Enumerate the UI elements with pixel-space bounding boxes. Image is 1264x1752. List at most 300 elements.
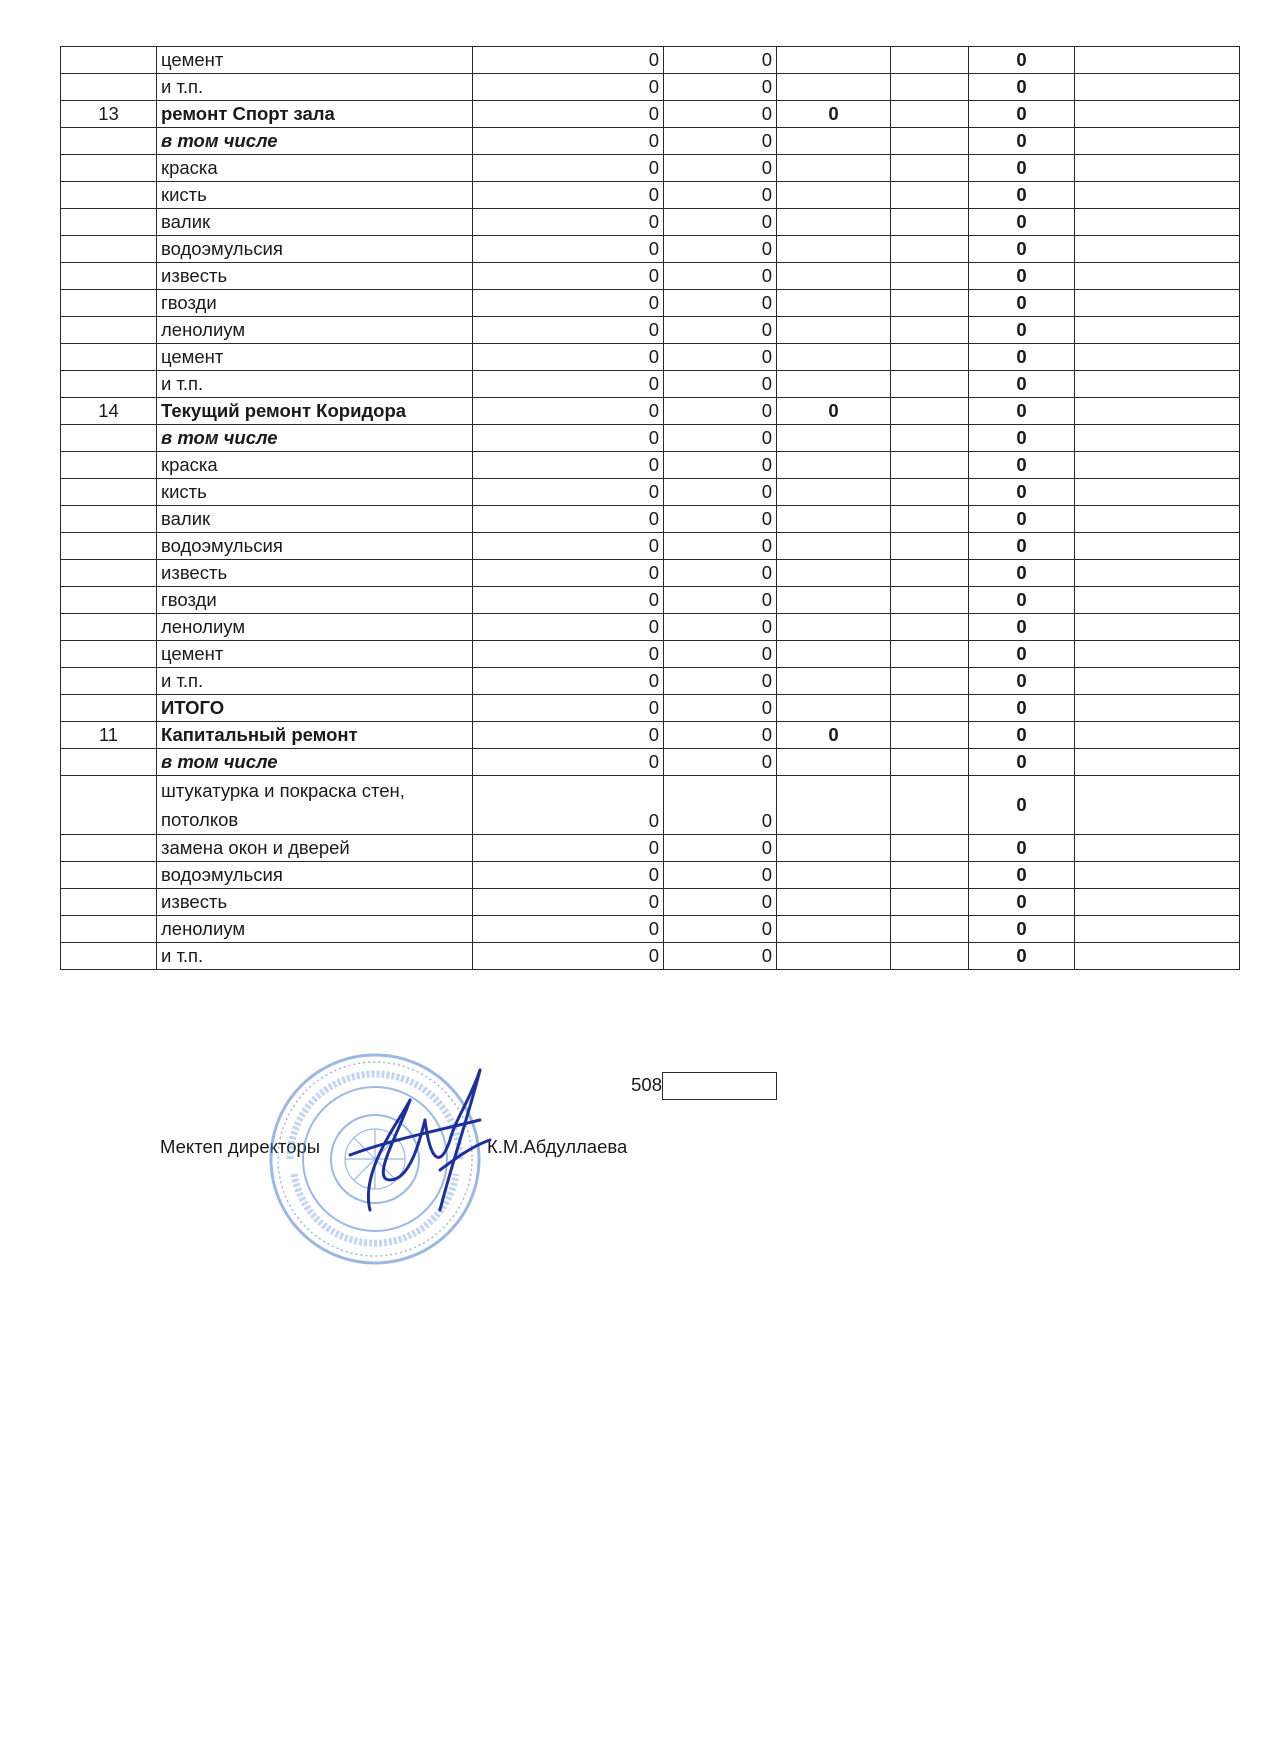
item-name: ленолиум: [157, 614, 473, 641]
value-col-1: 0: [473, 614, 664, 641]
table-row: [61, 425, 1240, 452]
table-row: [61, 182, 1240, 209]
value-col-5: 0: [969, 614, 1075, 641]
value-col-6: [1075, 722, 1240, 749]
value-col-6: [1075, 128, 1240, 155]
value-col-4: [891, 236, 969, 263]
value-col-1: 0: [473, 209, 664, 236]
value-col-6: [1075, 317, 1240, 344]
value-col-1: 0: [473, 506, 664, 533]
table-row: [61, 916, 1240, 943]
value-col-3: [777, 695, 891, 722]
value-col-1: 0: [473, 182, 664, 209]
value-col-6: [1075, 695, 1240, 722]
row-number: [61, 533, 157, 560]
value-col-6: [1075, 862, 1240, 889]
value-col-2: 0: [664, 587, 777, 614]
value-col-2: 0: [664, 452, 777, 479]
value-col-5: 0: [969, 479, 1075, 506]
table-row: [61, 344, 1240, 371]
item-name: замена окон и дверей: [157, 835, 473, 862]
row-number: [61, 182, 157, 209]
value-col-3: [777, 290, 891, 317]
handwritten-signature-icon: [330, 1060, 500, 1220]
value-col-2: 0: [664, 722, 777, 749]
value-col-6: [1075, 506, 1240, 533]
table-row: [61, 614, 1240, 641]
value-col-5: 0: [969, 398, 1075, 425]
value-col-1: 0: [473, 776, 664, 835]
value-col-2: 0: [664, 862, 777, 889]
value-col-5: 0: [969, 290, 1075, 317]
value-col-3: [777, 587, 891, 614]
value-col-5: 0: [969, 182, 1075, 209]
value-col-6: [1075, 290, 1240, 317]
value-col-4: [891, 835, 969, 862]
value-col-2: 0: [664, 835, 777, 862]
signatory-name: К.М.Абдуллаева: [487, 1136, 628, 1157]
value-col-1: 0: [473, 425, 664, 452]
value-col-2: 0: [664, 560, 777, 587]
value-col-5: 0: [969, 317, 1075, 344]
table-row: [61, 749, 1240, 776]
value-col-1: 0: [473, 695, 664, 722]
value-col-3: [777, 533, 891, 560]
value-col-4: [891, 641, 969, 668]
value-col-3: [777, 317, 891, 344]
value-col-4: [891, 101, 969, 128]
row-number: [61, 236, 157, 263]
item-name: ремонт Спорт зала: [157, 101, 473, 128]
row-number: [61, 916, 157, 943]
value-col-1: 0: [473, 290, 664, 317]
value-col-2: 0: [664, 182, 777, 209]
value-col-5: 0: [969, 263, 1075, 290]
item-name: кисть: [157, 479, 473, 506]
value-col-1: 0: [473, 943, 664, 970]
value-col-5: 0: [969, 776, 1075, 835]
table-row: [61, 668, 1240, 695]
value-col-5: 0: [969, 506, 1075, 533]
value-col-3: [777, 614, 891, 641]
value-col-3: [777, 182, 891, 209]
value-col-1: 0: [473, 155, 664, 182]
value-col-3: [777, 47, 891, 74]
value-col-3: [777, 889, 891, 916]
value-col-5: 0: [969, 862, 1075, 889]
value-col-6: [1075, 371, 1240, 398]
row-number: [61, 943, 157, 970]
value-col-1: 0: [473, 668, 664, 695]
value-col-6: [1075, 209, 1240, 236]
value-col-6: [1075, 835, 1240, 862]
item-name: известь: [157, 263, 473, 290]
item-name: известь: [157, 889, 473, 916]
row-number: 14: [61, 398, 157, 425]
value-col-1: 0: [473, 533, 664, 560]
value-col-6: [1075, 344, 1240, 371]
value-col-6: [1075, 398, 1240, 425]
value-col-6: [1075, 452, 1240, 479]
value-col-6: [1075, 776, 1240, 835]
value-col-1: 0: [473, 344, 664, 371]
value-col-3: [777, 776, 891, 835]
row-number: [61, 749, 157, 776]
table-row: [61, 209, 1240, 236]
item-name: Капитальный ремонт: [157, 722, 473, 749]
item-name: ИТОГО: [157, 695, 473, 722]
value-col-5: 0: [969, 722, 1075, 749]
row-number: [61, 317, 157, 344]
row-number: [61, 479, 157, 506]
value-col-6: [1075, 74, 1240, 101]
value-col-1: 0: [473, 862, 664, 889]
value-col-4: [891, 47, 969, 74]
table-row: [61, 101, 1240, 128]
value-col-6: [1075, 101, 1240, 128]
value-col-6: [1075, 182, 1240, 209]
item-name: гвозди: [157, 290, 473, 317]
value-col-6: [1075, 587, 1240, 614]
value-col-3: [777, 128, 891, 155]
table-row: [61, 155, 1240, 182]
row-number: [61, 371, 157, 398]
grand-total: 508: [631, 1074, 662, 1095]
value-col-5: 0: [969, 749, 1075, 776]
row-number: [61, 344, 157, 371]
value-col-2: 0: [664, 101, 777, 128]
item-name: в том числе: [157, 425, 473, 452]
item-name: гвозди: [157, 587, 473, 614]
value-col-2: 0: [664, 128, 777, 155]
value-col-4: [891, 862, 969, 889]
value-col-1: 0: [473, 722, 664, 749]
value-col-2: 0: [664, 614, 777, 641]
table-row: [61, 74, 1240, 101]
value-col-6: [1075, 263, 1240, 290]
value-col-2: 0: [664, 371, 777, 398]
value-col-2: 0: [664, 263, 777, 290]
value-col-1: 0: [473, 101, 664, 128]
value-col-4: [891, 695, 969, 722]
item-name: ленолиум: [157, 317, 473, 344]
value-col-5: 0: [969, 344, 1075, 371]
value-col-3: [777, 425, 891, 452]
table-row: [61, 263, 1240, 290]
value-col-6: [1075, 236, 1240, 263]
row-number: [61, 560, 157, 587]
row-number: 13: [61, 101, 157, 128]
value-col-6: [1075, 479, 1240, 506]
value-col-5: 0: [969, 74, 1075, 101]
row-number: [61, 506, 157, 533]
value-col-4: [891, 560, 969, 587]
value-col-2: 0: [664, 398, 777, 425]
value-col-2: 0: [664, 479, 777, 506]
value-col-6: [1075, 889, 1240, 916]
value-col-2: 0: [664, 889, 777, 916]
value-col-1: 0: [473, 317, 664, 344]
value-col-6: [1075, 668, 1240, 695]
row-number: [61, 155, 157, 182]
value-col-5: 0: [969, 101, 1075, 128]
value-col-2: 0: [664, 317, 777, 344]
row-number: [61, 263, 157, 290]
value-col-4: [891, 614, 969, 641]
value-col-6: [1075, 560, 1240, 587]
row-number: 11: [61, 722, 157, 749]
value-col-4: [891, 344, 969, 371]
value-col-5: 0: [969, 587, 1075, 614]
value-col-4: [891, 182, 969, 209]
item-name: цемент: [157, 47, 473, 74]
table-row: [61, 722, 1240, 749]
value-col-4: [891, 533, 969, 560]
value-col-4: [891, 668, 969, 695]
value-col-4: [891, 452, 969, 479]
signature-label: Мектеп директоры: [160, 1136, 321, 1157]
row-number: [61, 47, 157, 74]
value-col-6: [1075, 533, 1240, 560]
value-col-5: 0: [969, 916, 1075, 943]
value-col-2: 0: [664, 506, 777, 533]
table-row: [61, 398, 1240, 425]
value-col-2: 0: [664, 533, 777, 560]
value-col-5: 0: [969, 835, 1075, 862]
value-col-6: [1075, 916, 1240, 943]
value-col-1: 0: [473, 560, 664, 587]
value-col-3: 0: [777, 722, 891, 749]
value-col-4: [891, 317, 969, 344]
value-col-3: 0: [777, 398, 891, 425]
row-number: [61, 614, 157, 641]
table-row: [61, 641, 1240, 668]
item-name: известь: [157, 560, 473, 587]
value-col-4: [891, 479, 969, 506]
value-col-3: [777, 641, 891, 668]
value-col-5: 0: [969, 943, 1075, 970]
value-col-1: 0: [473, 371, 664, 398]
value-col-6: [1075, 749, 1240, 776]
table-row: [61, 317, 1240, 344]
value-col-5: 0: [969, 889, 1075, 916]
item-name: штукатурка и покраска стен, потолков: [157, 776, 473, 835]
value-col-1: 0: [473, 128, 664, 155]
value-col-5: 0: [969, 452, 1075, 479]
value-col-2: 0: [664, 290, 777, 317]
item-name: цемент: [157, 641, 473, 668]
value-col-2: 0: [664, 916, 777, 943]
value-col-1: 0: [473, 835, 664, 862]
value-col-4: [891, 889, 969, 916]
value-col-5: 0: [969, 128, 1075, 155]
grand-total-empty-cell: [662, 1072, 777, 1100]
table-row: [61, 533, 1240, 560]
value-col-2: 0: [664, 425, 777, 452]
row-number: [61, 425, 157, 452]
item-name: водоэмульсия: [157, 236, 473, 263]
table-row: [61, 695, 1240, 722]
value-col-2: 0: [664, 74, 777, 101]
value-col-1: 0: [473, 452, 664, 479]
value-col-5: 0: [969, 47, 1075, 74]
value-col-4: [891, 155, 969, 182]
item-name: ленолиум: [157, 916, 473, 943]
table-row: [61, 889, 1240, 916]
value-col-1: 0: [473, 236, 664, 263]
value-col-3: [777, 862, 891, 889]
row-number: [61, 452, 157, 479]
value-col-5: 0: [969, 695, 1075, 722]
value-col-1: 0: [473, 398, 664, 425]
item-name: цемент: [157, 344, 473, 371]
item-name: и т.п.: [157, 943, 473, 970]
value-col-3: [777, 371, 891, 398]
value-col-2: 0: [664, 641, 777, 668]
value-col-1: 0: [473, 641, 664, 668]
value-col-2: 0: [664, 155, 777, 182]
value-col-4: [891, 371, 969, 398]
row-number: [61, 128, 157, 155]
value-col-4: [891, 943, 969, 970]
value-col-1: 0: [473, 889, 664, 916]
value-col-5: 0: [969, 641, 1075, 668]
value-col-5: 0: [969, 425, 1075, 452]
value-col-2: 0: [664, 236, 777, 263]
row-number: [61, 74, 157, 101]
value-col-6: [1075, 943, 1240, 970]
table-row: [61, 560, 1240, 587]
value-col-4: [891, 74, 969, 101]
item-name: краска: [157, 155, 473, 182]
value-col-6: [1075, 641, 1240, 668]
item-name: валик: [157, 209, 473, 236]
value-col-4: [891, 209, 969, 236]
value-col-3: [777, 560, 891, 587]
row-number: [61, 862, 157, 889]
row-number: [61, 695, 157, 722]
value-col-3: [777, 506, 891, 533]
value-col-4: [891, 749, 969, 776]
row-number: [61, 209, 157, 236]
row-number: [61, 290, 157, 317]
row-number: [61, 668, 157, 695]
value-col-3: 0: [777, 101, 891, 128]
value-col-4: [891, 776, 969, 835]
value-col-2: 0: [664, 668, 777, 695]
value-col-2: 0: [664, 749, 777, 776]
value-col-4: [891, 506, 969, 533]
table-row: [61, 835, 1240, 862]
item-name: водоэмульсия: [157, 533, 473, 560]
item-name: в том числе: [157, 128, 473, 155]
value-col-3: [777, 452, 891, 479]
value-col-3: [777, 749, 891, 776]
item-name: краска: [157, 452, 473, 479]
value-col-5: 0: [969, 155, 1075, 182]
value-col-3: [777, 916, 891, 943]
table-row: [61, 236, 1240, 263]
value-col-5: 0: [969, 533, 1075, 560]
value-col-2: 0: [664, 943, 777, 970]
item-name: валик: [157, 506, 473, 533]
value-col-3: [777, 209, 891, 236]
row-number: [61, 835, 157, 862]
value-col-5: 0: [969, 371, 1075, 398]
expense-table: [60, 46, 1240, 970]
value-col-4: [891, 398, 969, 425]
value-col-3: [777, 155, 891, 182]
value-col-1: 0: [473, 479, 664, 506]
table-row: [61, 290, 1240, 317]
item-name: Текущий ремонт Коридора: [157, 398, 473, 425]
table-row: [61, 371, 1240, 398]
value-col-4: [891, 722, 969, 749]
table-row: [61, 452, 1240, 479]
value-col-2: 0: [664, 47, 777, 74]
item-name: в том числе: [157, 749, 473, 776]
row-number: [61, 776, 157, 835]
item-name: и т.п.: [157, 371, 473, 398]
value-col-1: 0: [473, 916, 664, 943]
value-col-1: 0: [473, 47, 664, 74]
item-name: и т.п.: [157, 74, 473, 101]
value-col-5: 0: [969, 236, 1075, 263]
value-col-3: [777, 668, 891, 695]
value-col-2: 0: [664, 695, 777, 722]
item-name: водоэмульсия: [157, 862, 473, 889]
row-number: [61, 587, 157, 614]
value-col-5: 0: [969, 209, 1075, 236]
value-col-4: [891, 587, 969, 614]
value-col-5: 0: [969, 668, 1075, 695]
table-row: [61, 128, 1240, 155]
value-col-3: [777, 263, 891, 290]
table-row: [61, 587, 1240, 614]
value-col-4: [891, 290, 969, 317]
value-col-2: 0: [664, 776, 777, 835]
value-col-1: 0: [473, 587, 664, 614]
row-number: [61, 889, 157, 916]
value-col-1: 0: [473, 263, 664, 290]
value-col-2: 0: [664, 344, 777, 371]
value-col-3: [777, 344, 891, 371]
value-col-3: [777, 479, 891, 506]
value-col-3: [777, 835, 891, 862]
value-col-5: 0: [969, 560, 1075, 587]
value-col-6: [1075, 47, 1240, 74]
value-col-4: [891, 916, 969, 943]
value-col-3: [777, 943, 891, 970]
item-name: кисть: [157, 182, 473, 209]
value-col-2: 0: [664, 209, 777, 236]
value-col-1: 0: [473, 749, 664, 776]
value-col-6: [1075, 425, 1240, 452]
table-row: [61, 479, 1240, 506]
value-col-3: [777, 236, 891, 263]
value-col-1: 0: [473, 74, 664, 101]
value-col-4: [891, 128, 969, 155]
value-col-3: [777, 74, 891, 101]
table-row: [61, 47, 1240, 74]
table-row: [61, 776, 1240, 835]
table-row: [61, 506, 1240, 533]
table-row: [61, 862, 1240, 889]
item-name: и т.п.: [157, 668, 473, 695]
value-col-6: [1075, 614, 1240, 641]
value-col-4: [891, 263, 969, 290]
value-col-6: [1075, 155, 1240, 182]
